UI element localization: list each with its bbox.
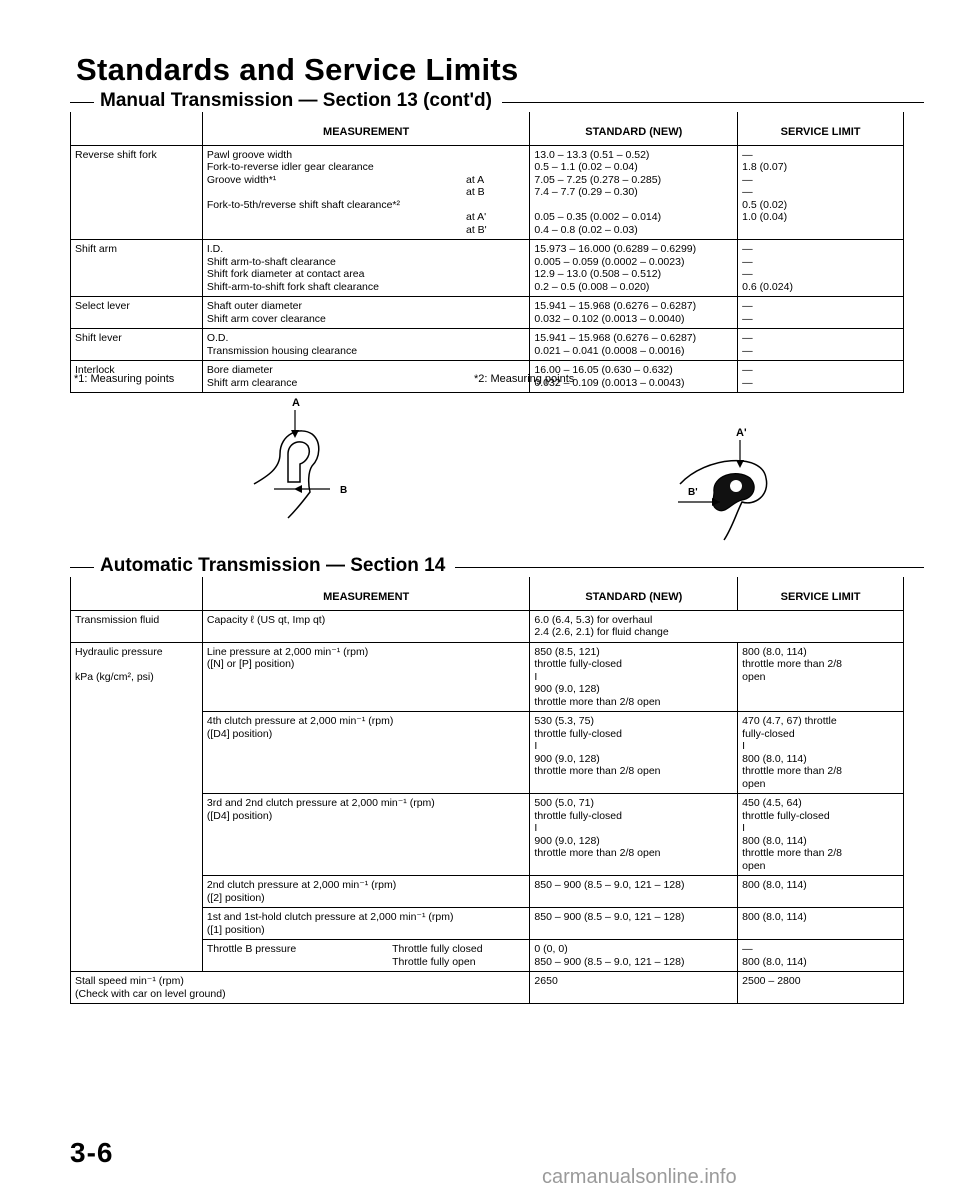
limit-value: — <box>742 344 753 357</box>
header-standard: STANDARD (NEW) <box>530 112 738 145</box>
row-measurement: 2nd clutch pressure at 2,000 min⁻¹ (rpm) ([2] position) <box>202 876 530 908</box>
row-measurement: Pawl groove width Fork-to-reverse idler gear clearance Groove width*¹ Fork-to-5th/reverse shift shaft clearance*² <box>202 145 462 240</box>
heading-rule-right <box>502 102 924 103</box>
row-item: Stall speed min⁻¹ (rpm) (Check with car on level ground) <box>75 975 226 1000</box>
header-service-limit: SERVICE LIMIT <box>738 577 904 610</box>
row-standard: 0 (0, 0) 850 – 900 (8.5 – 9.0, 121 – 128) <box>530 940 738 972</box>
row-sub-condition: Throttle fully closed Throttle fully open <box>392 943 483 968</box>
row-measurement: Capacity ℓ (US qt, Imp qt) <box>202 610 530 642</box>
fork-groove <box>288 442 309 482</box>
row-item: Transmission fluid <box>75 613 160 626</box>
row-measurement: Line pressure at 2,000 min⁻¹ (rpm) ([N] or [P] position) <box>202 642 530 712</box>
automatic-section-heading <box>70 553 924 579</box>
row-measurement: 4th clutch pressure at 2,000 min⁻¹ (rpm) ([D4] position) <box>202 712 530 794</box>
row-standard: 850 – 900 (8.5 – 9.0, 121 – 128) <box>530 876 738 908</box>
diagram2-label-b: B' <box>688 487 698 498</box>
limit-value: 1.0 (0.04) <box>742 211 788 223</box>
header-blank <box>71 112 203 145</box>
row-limit <box>738 297 904 329</box>
footnote-1: *1: Measuring points <box>74 373 175 385</box>
automatic-spec-table <box>70 577 904 1004</box>
row-standard: 530 (5.3, 75) throttle fully-closed I 900 (9.0, 128) throttle more than 2/8 open <box>530 712 738 794</box>
fork2-hole <box>730 480 742 492</box>
row-limit <box>738 240 904 297</box>
limit-value: — <box>742 148 753 161</box>
row-item: Interlock <box>75 364 115 376</box>
row-standard: 850 (8.5, 121) throttle fully-closed I 900 (9.0, 128) throttle more than 2/8 open <box>530 642 738 712</box>
limit-value: — <box>742 173 753 186</box>
row-standard: 500 (5.0, 71) throttle fully-closed I 900 (9.0, 128) throttle more than 2/8 open <box>530 794 738 876</box>
row-limit: 800 (8.0, 114) <box>738 876 904 908</box>
row-measurement: 1st and 1st-hold clutch pressure at 2,000 min⁻¹ (rpm) ([1] position) <box>202 908 530 940</box>
row-limit: 800 (8.0, 114) throttle more than 2/8 open <box>738 642 904 712</box>
row-measurement: I.D. Shift arm-to-shaft clearance Shift fork diameter at contact area Shift-arm-to-shift fork shaft clearance <box>202 240 530 297</box>
row-limit <box>738 329 904 361</box>
limit-value: 0.5 (0.02) <box>742 198 788 211</box>
row-limit: 470 (4.7, 67) throttle fully-closed I 800 (8.0, 114) throttle more than 2/8 open <box>738 712 904 794</box>
measuring-points-diagram-1 <box>250 392 370 527</box>
row-standard: 850 – 900 (8.5 – 9.0, 121 – 128) <box>530 908 738 940</box>
row-standard: 15.941 – 15.968 (0.6276 – 0.6287) 0.032 – 0.102 (0.0013 – 0.0040) <box>530 297 738 329</box>
row-standard: 15.973 – 16.000 (0.6289 – 0.6299) 0.005 – 0.059 (0.0002 – 0.0023) 12.9 – 13.0 (0.508 – 0.512) 0.2 – 0.5 (0.008 – 0.020) <box>530 240 738 297</box>
diagram1-label-b: B <box>340 485 348 496</box>
row-standard: 2650 <box>530 972 738 1004</box>
limit-value: — <box>742 186 753 198</box>
row-measurement: Shaft outer diameter Shift arm cover clearance <box>202 297 530 329</box>
row-measurement: Bore diameter Shift arm clearance <box>202 361 530 393</box>
row-item: Shift arm <box>75 243 118 255</box>
row-measurement: O.D. Transmission housing clearance <box>202 329 530 361</box>
limit-value: — <box>742 268 753 280</box>
row-standard: 13.0 – 13.3 (0.51 – 0.52) 0.5 – 1.1 (0.02 – 0.04) 7.05 – 7.25 (0.278 – 0.285) 7.4 – 7.7 (0.29 – 0.30) 0.05 – 0.35 (0.002 – 0.014) 0.4 – 0.8 (0.02 – 0.03) <box>530 145 738 240</box>
row-limit: 2500 – 2800 <box>738 972 904 1004</box>
measuring-points-diagram-2 <box>666 422 786 542</box>
limit-value: — <box>742 332 753 344</box>
table-row <box>71 145 904 240</box>
limit-value: — <box>742 376 753 389</box>
manual-spec-table <box>70 112 904 393</box>
row-limit: 450 (4.5, 64) throttle fully-closed I 800 (8.0, 114) throttle more than 2/8 open <box>738 794 904 876</box>
limit-value: 0.6 (0.024) <box>742 280 793 293</box>
limit-value: — <box>742 243 753 255</box>
limit-value: — <box>742 300 753 312</box>
table-row <box>71 240 904 297</box>
row-item: Hydraulic pressure kPa (kg/cm², psi) <box>75 645 163 683</box>
row-standard: 6.0 (6.4, 5.3) for overhaul 2.4 (2.6, 2.1) for fluid change <box>530 610 904 642</box>
automatic-table-header <box>71 577 904 610</box>
arrow-b-head <box>294 485 302 493</box>
table-row <box>71 642 904 712</box>
limit-value: — <box>742 255 753 268</box>
page-title: Standards and Service Limits <box>76 52 519 87</box>
heading-rule-right <box>455 567 924 568</box>
heading-rule-left <box>70 102 94 103</box>
table-row <box>71 329 904 361</box>
row-standard: 15.941 – 15.968 (0.6276 – 0.6287) 0.021 – 0.041 (0.0008 – 0.0016) <box>530 329 738 361</box>
row-measuring-point: at A at B at A' at B' <box>466 173 487 236</box>
row-item: Reverse shift fork <box>75 148 157 161</box>
row-limit <box>738 145 904 240</box>
header-standard: STANDARD (NEW) <box>530 577 738 610</box>
row-standard: 16.00 – 16.05 (0.630 – 0.632) 0.032 – 0.109 (0.0013 – 0.0043) <box>530 361 738 393</box>
table-row <box>71 972 904 1004</box>
row-item: Select lever <box>75 300 130 312</box>
diagram1-label-a: A <box>292 397 300 409</box>
row-limit <box>738 361 904 393</box>
table-row <box>71 297 904 329</box>
limit-value: — <box>742 943 753 955</box>
manual-section-heading <box>70 88 924 114</box>
manual-table-header <box>71 112 904 145</box>
heading-rule-left <box>70 567 94 568</box>
manual-section-title: Manual Transmission — Section 13 (cont'd) <box>100 90 492 111</box>
automatic-section-title: Automatic Transmission — Section 14 <box>100 555 446 576</box>
fork-outline <box>254 431 319 518</box>
table-row <box>71 610 904 642</box>
row-measurement: 3rd and 2nd clutch pressure at 2,000 min⁻¹ (rpm) ([D4] position) <box>202 794 530 876</box>
diagram2-label-a: A' <box>736 427 747 439</box>
row-item: Shift lever <box>75 332 122 344</box>
header-measurement: MEASUREMENT <box>202 577 530 610</box>
footnote-2: *2: Measuring points <box>474 373 575 385</box>
fork2-groove <box>713 474 754 511</box>
header-blank <box>71 577 203 610</box>
page-number: 3-6 <box>70 1137 114 1168</box>
row-measurement: Throttle B pressure <box>202 940 388 972</box>
header-measurement: MEASUREMENT <box>202 112 530 145</box>
row-limit <box>738 940 904 972</box>
limit-value: — <box>742 364 753 376</box>
limit-value: 1.8 (0.07) <box>742 161 788 173</box>
watermark-text: carmanualsonline.info <box>542 1166 737 1188</box>
limit-value: — <box>742 312 753 325</box>
header-service-limit: SERVICE LIMIT <box>738 112 904 145</box>
limit-value: 800 (8.0, 114) <box>742 955 807 968</box>
row-limit: 800 (8.0, 114) <box>738 908 904 940</box>
